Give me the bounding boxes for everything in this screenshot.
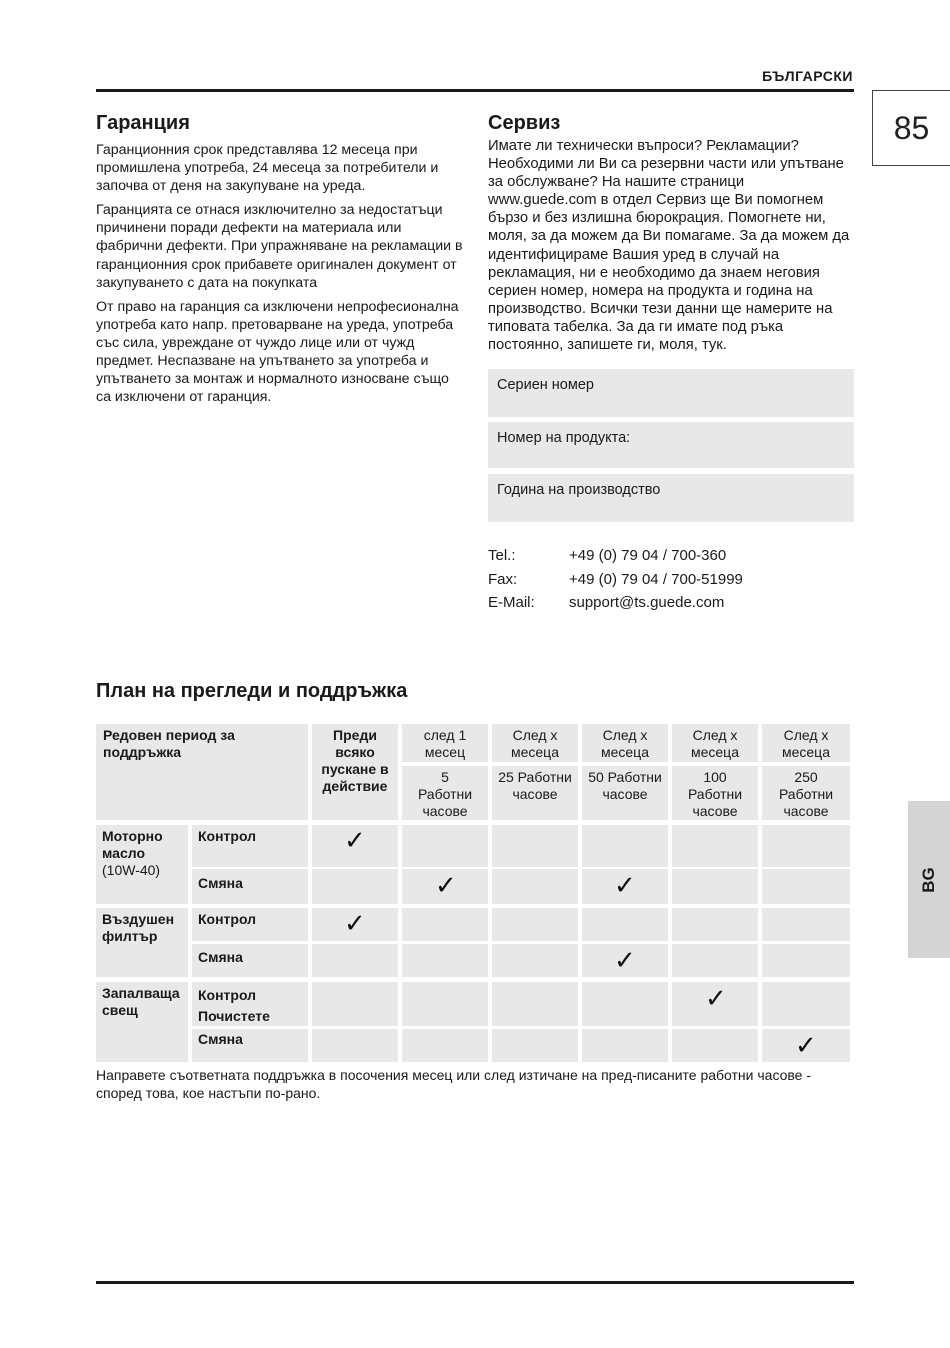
check-cell: [762, 869, 850, 904]
maintenance-title: План на прегледи и поддръжка: [96, 680, 408, 702]
top-divider: [96, 89, 854, 92]
checkmark-icon: ✓: [344, 826, 366, 856]
check-cell: [762, 982, 850, 1026]
interval-hours-header: 25 Работни часове: [492, 766, 578, 820]
check-cell: [672, 869, 758, 904]
check-cell: [672, 825, 758, 867]
checkmark-icon: ✓: [614, 946, 636, 976]
check-cell: [762, 908, 850, 941]
production-year-label: Година на производство: [497, 482, 661, 498]
check-cell: [582, 982, 668, 1026]
email-value[interactable]: support@ts.guede.com: [569, 594, 725, 611]
check-cell: [582, 1029, 668, 1062]
check-cell: [762, 825, 850, 867]
action-label: Смяна: [192, 944, 308, 977]
serial-number-label: Сериен номер: [497, 377, 594, 393]
check-cell: [402, 944, 488, 977]
interval-hours-header: 5 Работни часове: [402, 766, 488, 820]
warranty-section: [96, 112, 466, 412]
check-cell: [582, 825, 668, 867]
production-year-field[interactable]: [488, 474, 854, 522]
bottom-divider: [96, 1281, 854, 1284]
check-cell: [402, 908, 488, 941]
warranty-paragraph: От право на гаранция са изключени непрофесионална употреба като напр. претоварване на уреда, употреба със сила, увреждане от чуждо лице или от чужд предмет. Неспазване на упътването за употреба и упътването за монтаж и нормалното износване също са изключени от гаранция.: [96, 298, 459, 406]
group-name: Моторно масло: [102, 828, 163, 861]
action-label: Смяна: [192, 1029, 308, 1062]
group-sub: (10W-40): [102, 862, 161, 878]
service-title: Сервиз: [488, 112, 561, 134]
action-label: Смяна: [192, 869, 308, 904]
language-tab-label: BG: [919, 866, 938, 893]
period-header: Редовен период за поддръжка: [96, 724, 308, 820]
check-cell: [312, 982, 398, 1026]
group-air-filter: Въздушен филтър: [96, 908, 188, 977]
checkmark-icon: ✓: [344, 909, 366, 939]
check-cell: [582, 908, 668, 941]
tel-label: Tel.:: [488, 547, 516, 564]
before-start-header: Преди всяко пускане в действие: [312, 724, 398, 820]
service-section: [488, 112, 854, 360]
check-cell: [672, 908, 758, 941]
warranty-paragraph: Гаранционния срок представлява 12 месеца при промишлена употреба, 24 месеца за потребители и започва от деня на закупуване на уреда.: [96, 142, 439, 195]
action-label: [192, 982, 308, 1026]
check-cell: [312, 944, 398, 977]
interval-hours-header: 250 Работни часове: [762, 766, 850, 820]
check-cell: [312, 869, 398, 904]
check-cell: [492, 908, 578, 941]
language-side-tab: [908, 801, 950, 958]
check-cell: [492, 869, 578, 904]
checkmark-icon: ✓: [435, 871, 457, 901]
group-spark-plug: Запалваща свещ: [96, 982, 188, 1062]
interval-hours-header: 50 Работни часове: [582, 766, 668, 820]
maintenance-footnote: Направете съответната поддръжка в посочения месец или след изтичане на пред-писаните работни часове - според това, кое настъпи по-рано.: [96, 1067, 812, 1101]
interval-months-header: След x месеца: [672, 724, 758, 762]
action-label: Контрол: [192, 825, 308, 867]
interval-months-header: След x месеца: [492, 724, 578, 762]
language-header: БЪЛГАРСКИ: [762, 68, 853, 84]
interval-months-header: след 1 месец: [402, 724, 488, 762]
check-cell: [402, 825, 488, 867]
product-number-label: Номер на продукта:: [497, 430, 631, 446]
checkmark-icon: ✓: [795, 1031, 817, 1061]
email-label: E-Mail:: [488, 594, 535, 611]
service-paragraph: Имате ли технически въпроси? Рекламации? Необходими ли Ви са резервни части или упътване за обслужване? На нашите страници www.guede.com в отдел Сервиз ще Ви помогнем бързо и без излишна бюрокрация. Помогнете ни, моля, за да можем да Ви помагаме. За да можем да идентифицираме Вашия уред в случай на рекламация, ни е необходимо да знаем неговия сериен номер, номера на продукта и година на производство. Всички тези данни ще намерите на типовата табелка. За да ги имате под ръка постоянно, запишете ги, моля, тук.: [488, 138, 850, 354]
warranty-title: Гаранция: [96, 112, 190, 134]
action-label: Контрол: [192, 908, 308, 941]
check-cell: [762, 944, 850, 977]
contact-email: [488, 591, 743, 615]
check-cell: [492, 982, 578, 1026]
checkmark-icon: ✓: [705, 984, 727, 1014]
checkmark-icon: ✓: [614, 871, 636, 901]
group-motor-oil: [96, 825, 188, 904]
product-number-field[interactable]: [488, 422, 854, 468]
warranty-paragraph: Гаранцията се отнася изключително за недостатъци причинени поради дефекти на материала или фабрични дефекти. При упражняване на рекламации в гаранционния срок прибавете оригинален документ от закупуването с дата на покупката: [96, 202, 463, 291]
action-label-line1: Контрол: [198, 987, 257, 1003]
serial-number-field[interactable]: [488, 369, 854, 417]
interval-months-header: След x месеца: [762, 724, 850, 762]
contact-fax: [488, 568, 743, 592]
check-cell: [672, 944, 758, 977]
check-cell: [492, 944, 578, 977]
tel-value: +49 (0) 79 04 / 700-360: [569, 547, 727, 564]
contact-tel: [488, 544, 743, 568]
check-cell: [492, 825, 578, 867]
check-cell: [492, 1029, 578, 1062]
contact-info: [488, 544, 743, 615]
action-label-line2: Почистете: [198, 1008, 270, 1024]
check-cell: [402, 1029, 488, 1062]
fax-value: +49 (0) 79 04 / 700-51999: [569, 570, 743, 588]
check-cell: [672, 1029, 758, 1062]
interval-hours-header: 100 Работни часове: [672, 766, 758, 820]
check-cell: [402, 982, 488, 1026]
fax-label: Fax:: [488, 570, 518, 588]
page-number: 85: [872, 90, 950, 166]
interval-months-header: След x месеца: [582, 724, 668, 762]
check-cell: [312, 1029, 398, 1062]
